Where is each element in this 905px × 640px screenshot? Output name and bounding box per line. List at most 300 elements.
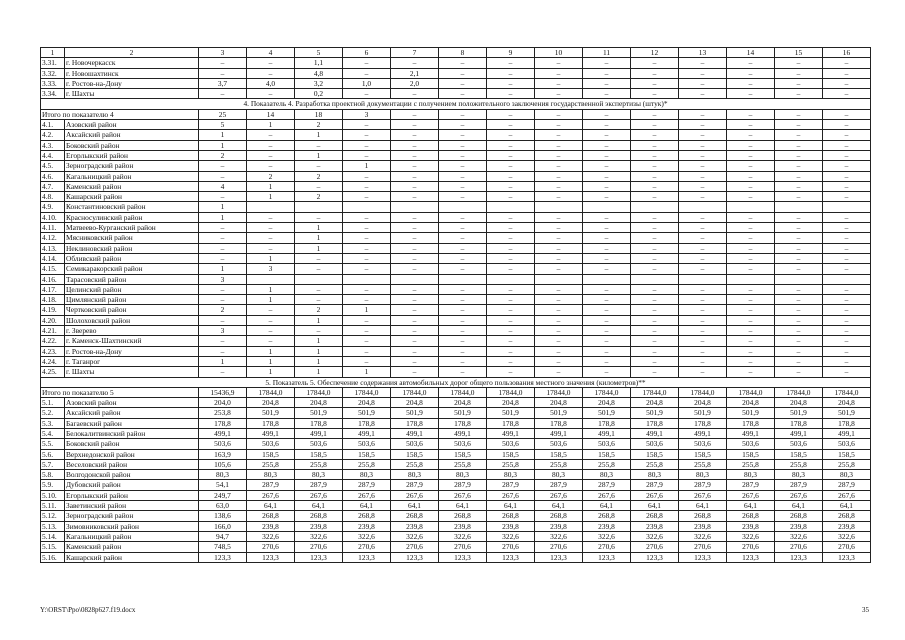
row-number: 5.9. — [41, 480, 65, 490]
table-cell — [343, 274, 391, 284]
table-cell: 123,3 — [439, 552, 487, 562]
table-cell: – — [295, 284, 343, 294]
total-label: Итого по показателю 4 — [41, 109, 199, 119]
table-row — [41, 356, 871, 366]
table-cell: – — [775, 367, 823, 377]
row-number: 4.10. — [41, 212, 65, 222]
table-cell: – — [535, 326, 583, 336]
table-cell: – — [439, 253, 487, 263]
table-row — [41, 418, 871, 428]
column-number: 2 — [65, 48, 199, 58]
table-cell: 54,1 — [199, 480, 247, 490]
table-cell: 268,8 — [487, 511, 535, 521]
table-cell: 80,3 — [583, 470, 631, 480]
table-cell: – — [727, 367, 775, 377]
table-cell: – — [679, 109, 727, 119]
table-cell: 267,6 — [679, 490, 727, 500]
district-name: Неклиновский район — [65, 243, 199, 253]
table-cell: – — [775, 212, 823, 222]
district-name: Мясниковский район — [65, 233, 199, 243]
table-cell: – — [823, 326, 871, 336]
table-cell: 322,6 — [679, 531, 727, 541]
table-row — [41, 315, 871, 325]
table-cell: – — [583, 295, 631, 305]
table-cell: – — [631, 120, 679, 130]
table-cell: 80,3 — [487, 470, 535, 480]
table-cell: 1 — [295, 223, 343, 233]
table-cell: 503,6 — [535, 439, 583, 449]
table-cell: – — [439, 150, 487, 160]
table-cell: 267,6 — [631, 490, 679, 500]
table-cell: – — [439, 264, 487, 274]
district-name: Егорлыкский район — [65, 490, 199, 500]
table-cell: 503,6 — [199, 439, 247, 449]
table-cell: 499,1 — [391, 428, 439, 438]
table-cell: – — [583, 233, 631, 243]
table-cell: 1 — [295, 336, 343, 346]
table-cell: 64,1 — [535, 501, 583, 511]
table-cell: – — [775, 171, 823, 181]
table-row — [41, 480, 871, 490]
table-cell: 322,6 — [295, 531, 343, 541]
table-cell: 158,5 — [439, 449, 487, 459]
table-row — [41, 181, 871, 191]
table-row — [41, 459, 871, 469]
table-cell: – — [391, 212, 439, 222]
table-cell: – — [343, 150, 391, 160]
table-cell: – — [775, 243, 823, 253]
table-cell: – — [631, 367, 679, 377]
table-cell: – — [343, 181, 391, 191]
table-cell: – — [775, 295, 823, 305]
table-cell: – — [391, 109, 439, 119]
table-cell: – — [823, 356, 871, 366]
table-cell: – — [439, 315, 487, 325]
table-cell: – — [247, 233, 295, 243]
table-cell — [679, 274, 727, 284]
table-cell: 501,9 — [679, 408, 727, 418]
table-cell: 270,6 — [343, 542, 391, 552]
table-cell: 239,8 — [727, 521, 775, 531]
table-row — [41, 305, 871, 315]
table-cell: 17844,0 — [439, 387, 487, 397]
table-cell: 239,8 — [679, 521, 727, 531]
table-cell: 80,3 — [823, 470, 871, 480]
row-number: 4.2. — [41, 130, 65, 140]
table-cell: – — [775, 315, 823, 325]
table-cell: 204,8 — [583, 398, 631, 408]
table-cell: – — [247, 140, 295, 150]
table-cell: – — [823, 346, 871, 356]
row-number: 4.8. — [41, 192, 65, 202]
table-cell: 178,8 — [343, 418, 391, 428]
table-row — [41, 223, 871, 233]
table-cell: 255,8 — [343, 459, 391, 469]
table-cell: – — [679, 253, 727, 263]
table-cell: 503,6 — [343, 439, 391, 449]
table-cell: – — [391, 130, 439, 140]
table-cell: – — [775, 181, 823, 191]
table-cell: – — [535, 356, 583, 366]
table-cell: – — [391, 192, 439, 202]
district-name: Кагальницкий район — [65, 171, 199, 181]
table-cell: – — [823, 171, 871, 181]
table-cell: – — [535, 140, 583, 150]
district-name: Красносулинский район — [65, 212, 199, 222]
table-cell: – — [679, 89, 727, 99]
table-cell: – — [343, 346, 391, 356]
table-cell: – — [487, 367, 535, 377]
table-cell: 80,3 — [631, 470, 679, 480]
table-cell: – — [727, 326, 775, 336]
table-cell: 1 — [343, 367, 391, 377]
district-name: г. Каменск-Шахтинский — [65, 336, 199, 346]
table-row — [41, 171, 871, 181]
table-cell: 268,8 — [823, 511, 871, 521]
table-cell: – — [535, 181, 583, 191]
district-name: Обливский район — [65, 253, 199, 263]
table-cell: 3,2 — [295, 78, 343, 88]
table-cell: – — [727, 181, 775, 191]
table-cell: – — [775, 150, 823, 160]
table-cell: – — [247, 223, 295, 233]
district-name: Кагальницкий район — [65, 531, 199, 541]
table-cell: 15436,9 — [199, 387, 247, 397]
table-row — [41, 78, 871, 88]
column-number: 14 — [727, 48, 775, 58]
table-cell: – — [535, 284, 583, 294]
row-number: 4.1. — [41, 120, 65, 130]
table-cell: – — [775, 233, 823, 243]
table-cell: 270,6 — [535, 542, 583, 552]
table-cell — [631, 274, 679, 284]
table-row — [41, 140, 871, 150]
table-row — [41, 202, 871, 212]
table-cell: – — [391, 89, 439, 99]
table-cell: 158,5 — [247, 449, 295, 459]
table-cell: – — [727, 264, 775, 274]
table-row — [41, 439, 871, 449]
table-cell: 255,8 — [775, 459, 823, 469]
table-cell: 158,5 — [775, 449, 823, 459]
row-number: 4.6. — [41, 171, 65, 181]
table-row — [41, 120, 871, 130]
table-cell: – — [247, 58, 295, 68]
table-row — [41, 253, 871, 263]
row-number: 4.9. — [41, 202, 65, 212]
table-cell: – — [679, 356, 727, 366]
table-cell: 1,0 — [343, 78, 391, 88]
section-heading: 4. Показатель 4. Разработка проектной документации с получением положительного заключения государственной экспертизы (штук)* — [41, 99, 871, 109]
table-cell: – — [631, 130, 679, 140]
table-row — [41, 336, 871, 346]
table-cell: 17844,0 — [727, 387, 775, 397]
table-cell: 2 — [295, 171, 343, 181]
table-cell: – — [631, 253, 679, 263]
table-cell: 178,8 — [295, 418, 343, 428]
district-name: Константиновский район — [65, 202, 199, 212]
table-cell: 268,8 — [439, 511, 487, 521]
table-cell: – — [439, 326, 487, 336]
table-cell: 270,6 — [295, 542, 343, 552]
table-cell: – — [583, 284, 631, 294]
table-cell: 178,8 — [727, 418, 775, 428]
row-number: 4.5. — [41, 161, 65, 171]
table-cell: 322,6 — [535, 531, 583, 541]
table-cell: – — [439, 58, 487, 68]
row-number: 4.23. — [41, 346, 65, 356]
table-cell: – — [631, 78, 679, 88]
table-cell: – — [487, 192, 535, 202]
table-cell: 3 — [199, 326, 247, 336]
table-cell — [247, 274, 295, 284]
table-cell: – — [679, 315, 727, 325]
table-cell: – — [727, 346, 775, 356]
row-number: 3.31. — [41, 58, 65, 68]
table-cell: – — [727, 295, 775, 305]
table-cell: 499,1 — [775, 428, 823, 438]
table-cell: – — [727, 243, 775, 253]
table-cell: 287,9 — [343, 480, 391, 490]
table-cell: 80,3 — [343, 470, 391, 480]
table-cell: – — [775, 89, 823, 99]
column-number: 13 — [679, 48, 727, 58]
table-cell: – — [487, 212, 535, 222]
table-cell: 267,6 — [727, 490, 775, 500]
row-number: 4.3. — [41, 140, 65, 150]
table-cell: 270,6 — [247, 542, 295, 552]
table-cell: – — [535, 212, 583, 222]
table-cell: – — [631, 315, 679, 325]
table-cell: 204,8 — [535, 398, 583, 408]
table-cell: – — [775, 192, 823, 202]
table-cell: 270,6 — [727, 542, 775, 552]
table-cell: – — [295, 212, 343, 222]
table-cell: 287,9 — [391, 480, 439, 490]
table-cell: – — [775, 264, 823, 274]
table-cell: 501,9 — [487, 408, 535, 418]
table-cell: 17844,0 — [631, 387, 679, 397]
table-cell: – — [535, 78, 583, 88]
table-cell: 268,8 — [295, 511, 343, 521]
table-cell: – — [247, 150, 295, 160]
table-cell: 17844,0 — [583, 387, 631, 397]
table-cell: 499,1 — [679, 428, 727, 438]
table-cell: 2 — [295, 192, 343, 202]
district-name: Матвеево-Курганский район — [65, 223, 199, 233]
table-cell: 503,6 — [727, 439, 775, 449]
table-cell: 64,1 — [487, 501, 535, 511]
table-cell — [535, 274, 583, 284]
district-name: Егорлыкский район — [65, 150, 199, 160]
table-cell: – — [487, 264, 535, 274]
table-cell: – — [343, 192, 391, 202]
table-cell: – — [343, 315, 391, 325]
row-number: 4.24. — [41, 356, 65, 366]
table-cell: – — [631, 326, 679, 336]
table-row — [41, 326, 871, 336]
column-number: 7 — [391, 48, 439, 58]
table-cell: – — [487, 140, 535, 150]
table-cell: – — [535, 315, 583, 325]
table-cell: 123,3 — [391, 552, 439, 562]
table-cell: – — [343, 284, 391, 294]
table-cell: – — [535, 243, 583, 253]
table-cell: – — [823, 140, 871, 150]
table-cell: 239,8 — [535, 521, 583, 531]
table-cell: 1 — [295, 233, 343, 243]
table-cell — [679, 202, 727, 212]
table-cell: 64,1 — [343, 501, 391, 511]
table-cell: – — [391, 326, 439, 336]
table-cell: 267,6 — [775, 490, 823, 500]
table-cell: 503,6 — [823, 439, 871, 449]
district-name: г. Новошахтинск — [65, 68, 199, 78]
table-cell: – — [583, 326, 631, 336]
table-cell: – — [247, 243, 295, 253]
table-cell: 64,1 — [391, 501, 439, 511]
table-cell: – — [391, 295, 439, 305]
row-number: 5.2. — [41, 408, 65, 418]
table-cell: 64,1 — [631, 501, 679, 511]
table-cell: – — [823, 367, 871, 377]
table-cell: – — [727, 233, 775, 243]
table-cell: – — [199, 367, 247, 377]
table-cell: 255,8 — [727, 459, 775, 469]
table-cell: 80,3 — [679, 470, 727, 480]
column-number: 12 — [631, 48, 679, 58]
table-cell: 287,9 — [295, 480, 343, 490]
table-cell: 270,6 — [487, 542, 535, 552]
column-number: 4 — [247, 48, 295, 58]
table-cell: 270,6 — [775, 542, 823, 552]
table-cell: – — [439, 78, 487, 88]
table-cell: – — [391, 284, 439, 294]
table-cell: – — [631, 305, 679, 315]
table-cell: – — [439, 243, 487, 253]
table-cell: 158,5 — [391, 449, 439, 459]
table-cell: – — [727, 130, 775, 140]
district-name: г. Шахты — [65, 89, 199, 99]
table-cell: 268,8 — [343, 511, 391, 521]
table-cell: 501,9 — [823, 408, 871, 418]
table-cell: 123,3 — [727, 552, 775, 562]
table-cell: 239,8 — [823, 521, 871, 531]
table-cell: – — [679, 336, 727, 346]
table-cell: – — [727, 78, 775, 88]
table-cell: – — [823, 130, 871, 140]
table-cell: 1 — [295, 243, 343, 253]
table-cell: 123,3 — [823, 552, 871, 562]
table-cell: 178,8 — [487, 418, 535, 428]
table-cell: – — [247, 315, 295, 325]
table-cell — [487, 274, 535, 284]
table-cell: 1 — [247, 253, 295, 263]
table-cell: – — [775, 346, 823, 356]
table-cell: – — [439, 89, 487, 99]
table-cell: 158,5 — [679, 449, 727, 459]
table-cell: – — [727, 192, 775, 202]
table-cell: 1 — [295, 150, 343, 160]
table-cell: – — [487, 181, 535, 191]
table-cell: 255,8 — [679, 459, 727, 469]
district-name: г. Зверево — [65, 326, 199, 336]
total-row — [41, 109, 871, 119]
table-row — [41, 511, 871, 521]
district-name: Зимовниковский район — [65, 521, 199, 531]
table-cell: 267,6 — [583, 490, 631, 500]
table-cell: 1 — [199, 264, 247, 274]
table-cell: 322,6 — [631, 531, 679, 541]
table-cell: 255,8 — [583, 459, 631, 469]
district-name: Веселовский район — [65, 459, 199, 469]
table-cell — [583, 274, 631, 284]
table-cell — [823, 274, 871, 284]
table-cell: – — [487, 295, 535, 305]
table-cell: 158,5 — [535, 449, 583, 459]
table-cell: 178,8 — [247, 418, 295, 428]
table-cell: – — [487, 120, 535, 130]
table-cell: – — [727, 120, 775, 130]
district-name: Каменский район — [65, 542, 199, 552]
table-cell — [487, 202, 535, 212]
district-name: Аксайский район — [65, 130, 199, 140]
table-cell: – — [823, 305, 871, 315]
table-cell: 25 — [199, 109, 247, 119]
table-cell: – — [583, 109, 631, 119]
table-cell — [295, 274, 343, 284]
table-cell: – — [631, 89, 679, 99]
table-cell: – — [679, 78, 727, 88]
table-cell: – — [631, 109, 679, 119]
table-cell: 166,0 — [199, 521, 247, 531]
row-number: 3.33. — [41, 78, 65, 88]
table-cell: – — [343, 295, 391, 305]
table-cell: – — [439, 120, 487, 130]
table-cell: 1,1 — [295, 58, 343, 68]
table-cell: – — [823, 233, 871, 243]
table-cell: 503,6 — [679, 439, 727, 449]
table-cell: – — [631, 295, 679, 305]
table-cell: – — [535, 346, 583, 356]
table-cell: – — [535, 89, 583, 99]
table-cell: – — [295, 140, 343, 150]
table-cell: – — [487, 315, 535, 325]
table-cell: 123,3 — [343, 552, 391, 562]
row-number: 5.10. — [41, 490, 65, 500]
row-number: 4.18. — [41, 295, 65, 305]
table-cell: 268,8 — [775, 511, 823, 521]
table-cell: 17844,0 — [679, 387, 727, 397]
table-cell: – — [391, 253, 439, 263]
table-cell: 204,8 — [727, 398, 775, 408]
table-cell: 64,1 — [295, 501, 343, 511]
row-number: 4.15. — [41, 264, 65, 274]
table-cell: – — [247, 305, 295, 315]
table-cell: 239,8 — [487, 521, 535, 531]
table-cell: – — [775, 223, 823, 233]
table-cell: – — [439, 192, 487, 202]
table-cell: – — [343, 243, 391, 253]
table-cell: – — [727, 336, 775, 346]
row-number: 5.12. — [41, 511, 65, 521]
table-cell: 204,8 — [295, 398, 343, 408]
table-cell: – — [439, 130, 487, 140]
table-cell: – — [391, 243, 439, 253]
district-name: Белокалитвинский район — [65, 428, 199, 438]
table-cell: – — [391, 346, 439, 356]
table-cell: – — [535, 109, 583, 119]
